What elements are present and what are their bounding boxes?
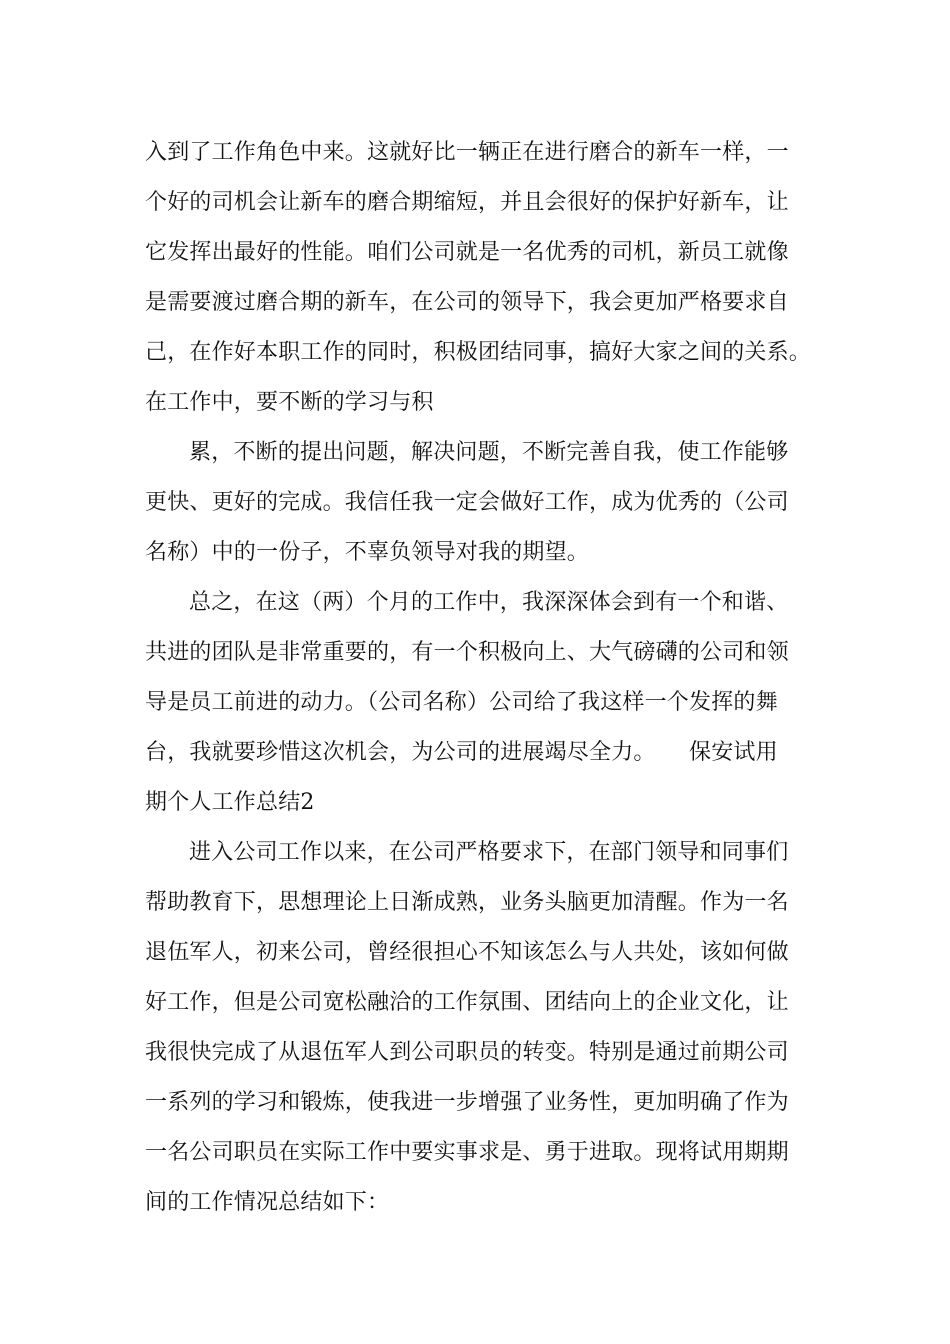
text-line: 好工作，但是公司宽松融洽的工作氛围、团结向上的企业文化，让 [145, 990, 789, 1015]
text-line: 入到了工作角色中来。这就好比一辆正在进行磨合的新车一样，一 [145, 140, 789, 165]
text-line: 己，在作好本职工作的同时，积极团结同事，搞好大家之间的关系。 [145, 340, 812, 365]
text-line: 更快、更好的完成。我信任我一定会做好工作，成为优秀的（公司 [145, 490, 789, 515]
text-line: 在工作中，要不断的学习与积 [145, 390, 434, 415]
text-line: 帮助教育下，思想理论上日渐成熟，业务头脑更加清醒。作为一名 [145, 890, 789, 915]
document-body [145, 128, 815, 1228]
text-line: 我很快完成了从退伍军人到公司职员的转变。特别是通过前期公司 [145, 1040, 789, 1065]
text-line: 期个人工作总结2 [145, 790, 315, 815]
text-line: 是需要渡过磨合期的新车，在公司的领导下，我会更加严格要求自 [145, 290, 789, 315]
text-line: 名称）中的一份子，不辜负领导对我的期望。 [145, 540, 590, 565]
text-line: 累，不断的提出问题，解决问题，不断完善自我，使工作能够 [189, 440, 789, 465]
text-line: 个好的司机会让新车的磨合期缩短，并且会很好的保护好新车，让 [145, 190, 789, 215]
text-line: 导是员工前进的动力。（公司名称）公司给了我这样一个发挥的舞 [145, 690, 778, 715]
text-line: 共进的团队是非常重要的，有一个积极向上、大气磅礴的公司和领 [145, 640, 789, 665]
text-line: 进入公司工作以来，在公司严格要求下，在部门领导和同事们 [189, 840, 789, 865]
text-line: 一名公司职员在实际工作中要实事求是、勇于进取。现将试用期期 [145, 1140, 789, 1165]
text-line: 总之，在这（两）个月的工作中，我深深体会到有一个和谐、 [189, 590, 789, 615]
text-line: 退伍军人，初来公司，曾经很担心不知该怎么与人共处，该如何做 [145, 940, 789, 965]
text-line: 间的工作情况总结如下： [145, 1190, 390, 1215]
text-line: 台，我就要珍惜这次机会，为公司的进展竭尽全力。 保安试用 [145, 740, 778, 765]
text-line: 一系列的学习和锻炼，使我进一步增强了业务性，更加明确了作为 [145, 1090, 789, 1115]
text-line: 它发挥出最好的性能。咱们公司就是一名优秀的司机，新员工就像 [145, 240, 789, 265]
